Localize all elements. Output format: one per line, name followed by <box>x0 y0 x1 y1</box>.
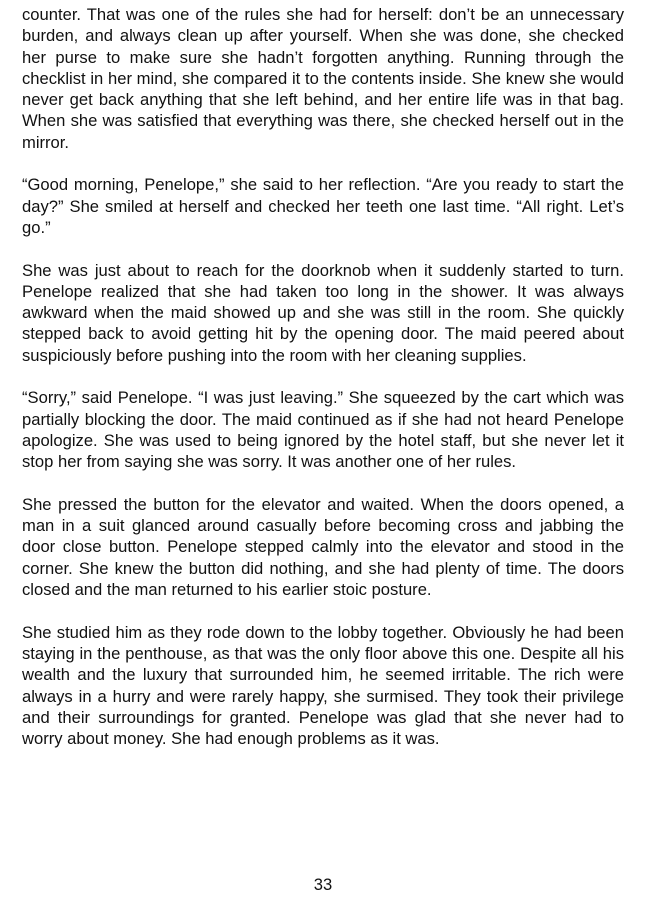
paragraph-6: She studied him as they rode down to the lobby together. Obviously he had been staying in the penthouse, as that was the only floor above this one. Despite all his wealth and the luxury that surrounded him, he seemed irritable. The rich were always in a hurry and were rarely happy, she surmised. They took their privilege and their surroundings for granted. Penelope was glad that she never had to worry about money. She had enough problems as it was. <box>22 622 624 749</box>
paragraph-3: She was just about to reach for the doorknob when it suddenly started to turn. Penelope realized that she had taken too long in the shower. It was always awkward when the maid showed up and she was still in the room. She quickly stepped back to avoid getting hit by the opening door. The maid peered about suspiciously before pushing into the room with her cleaning supplies. <box>22 260 624 365</box>
page-body <box>22 4 624 771</box>
paragraph-4: “Sorry,” said Penelope. “I was just leaving.” She squeezed by the cart which was partially blocking the door. The maid continued as if she had not heard Penelope apologize. She was used to being ignored by the hotel staff, but she never let it stop her from saying she was sorry. It was another one of her rules. <box>22 388 624 472</box>
paragraph-5: She pressed the button for the elevator and waited. When the doors opened, a man in a suit glanced around casually before becoming cross and jabbing the door close button. Penelope stepped calmly into the elevator and stood in the corner. She knew the button did nothing, and she had plenty of time. The doors closed and the man returned to his earlier stoic posture. <box>22 494 624 600</box>
paragraph-1: counter. That was one of the rules she had for herself: don’t be an unnecessary burden, and always clean up after yourself. When she was done, she checked her purse to make sure she hadn’t forgotten anything. Running through the checklist in her mind, she compared it to the contents inside. She knew she would never get back anything that she left behind, and her entire life was in that bag. When she was satisfied that everything was there, she checked herself out in the mirror. <box>22 5 624 152</box>
page-number: 33 <box>313 875 333 894</box>
paragraph-2: “Good morning, Penelope,” she said to her reflection. “Are you ready to start the day?” She smiled at herself and checked her teeth one last time. “All right. Let’s go.” <box>22 175 624 237</box>
